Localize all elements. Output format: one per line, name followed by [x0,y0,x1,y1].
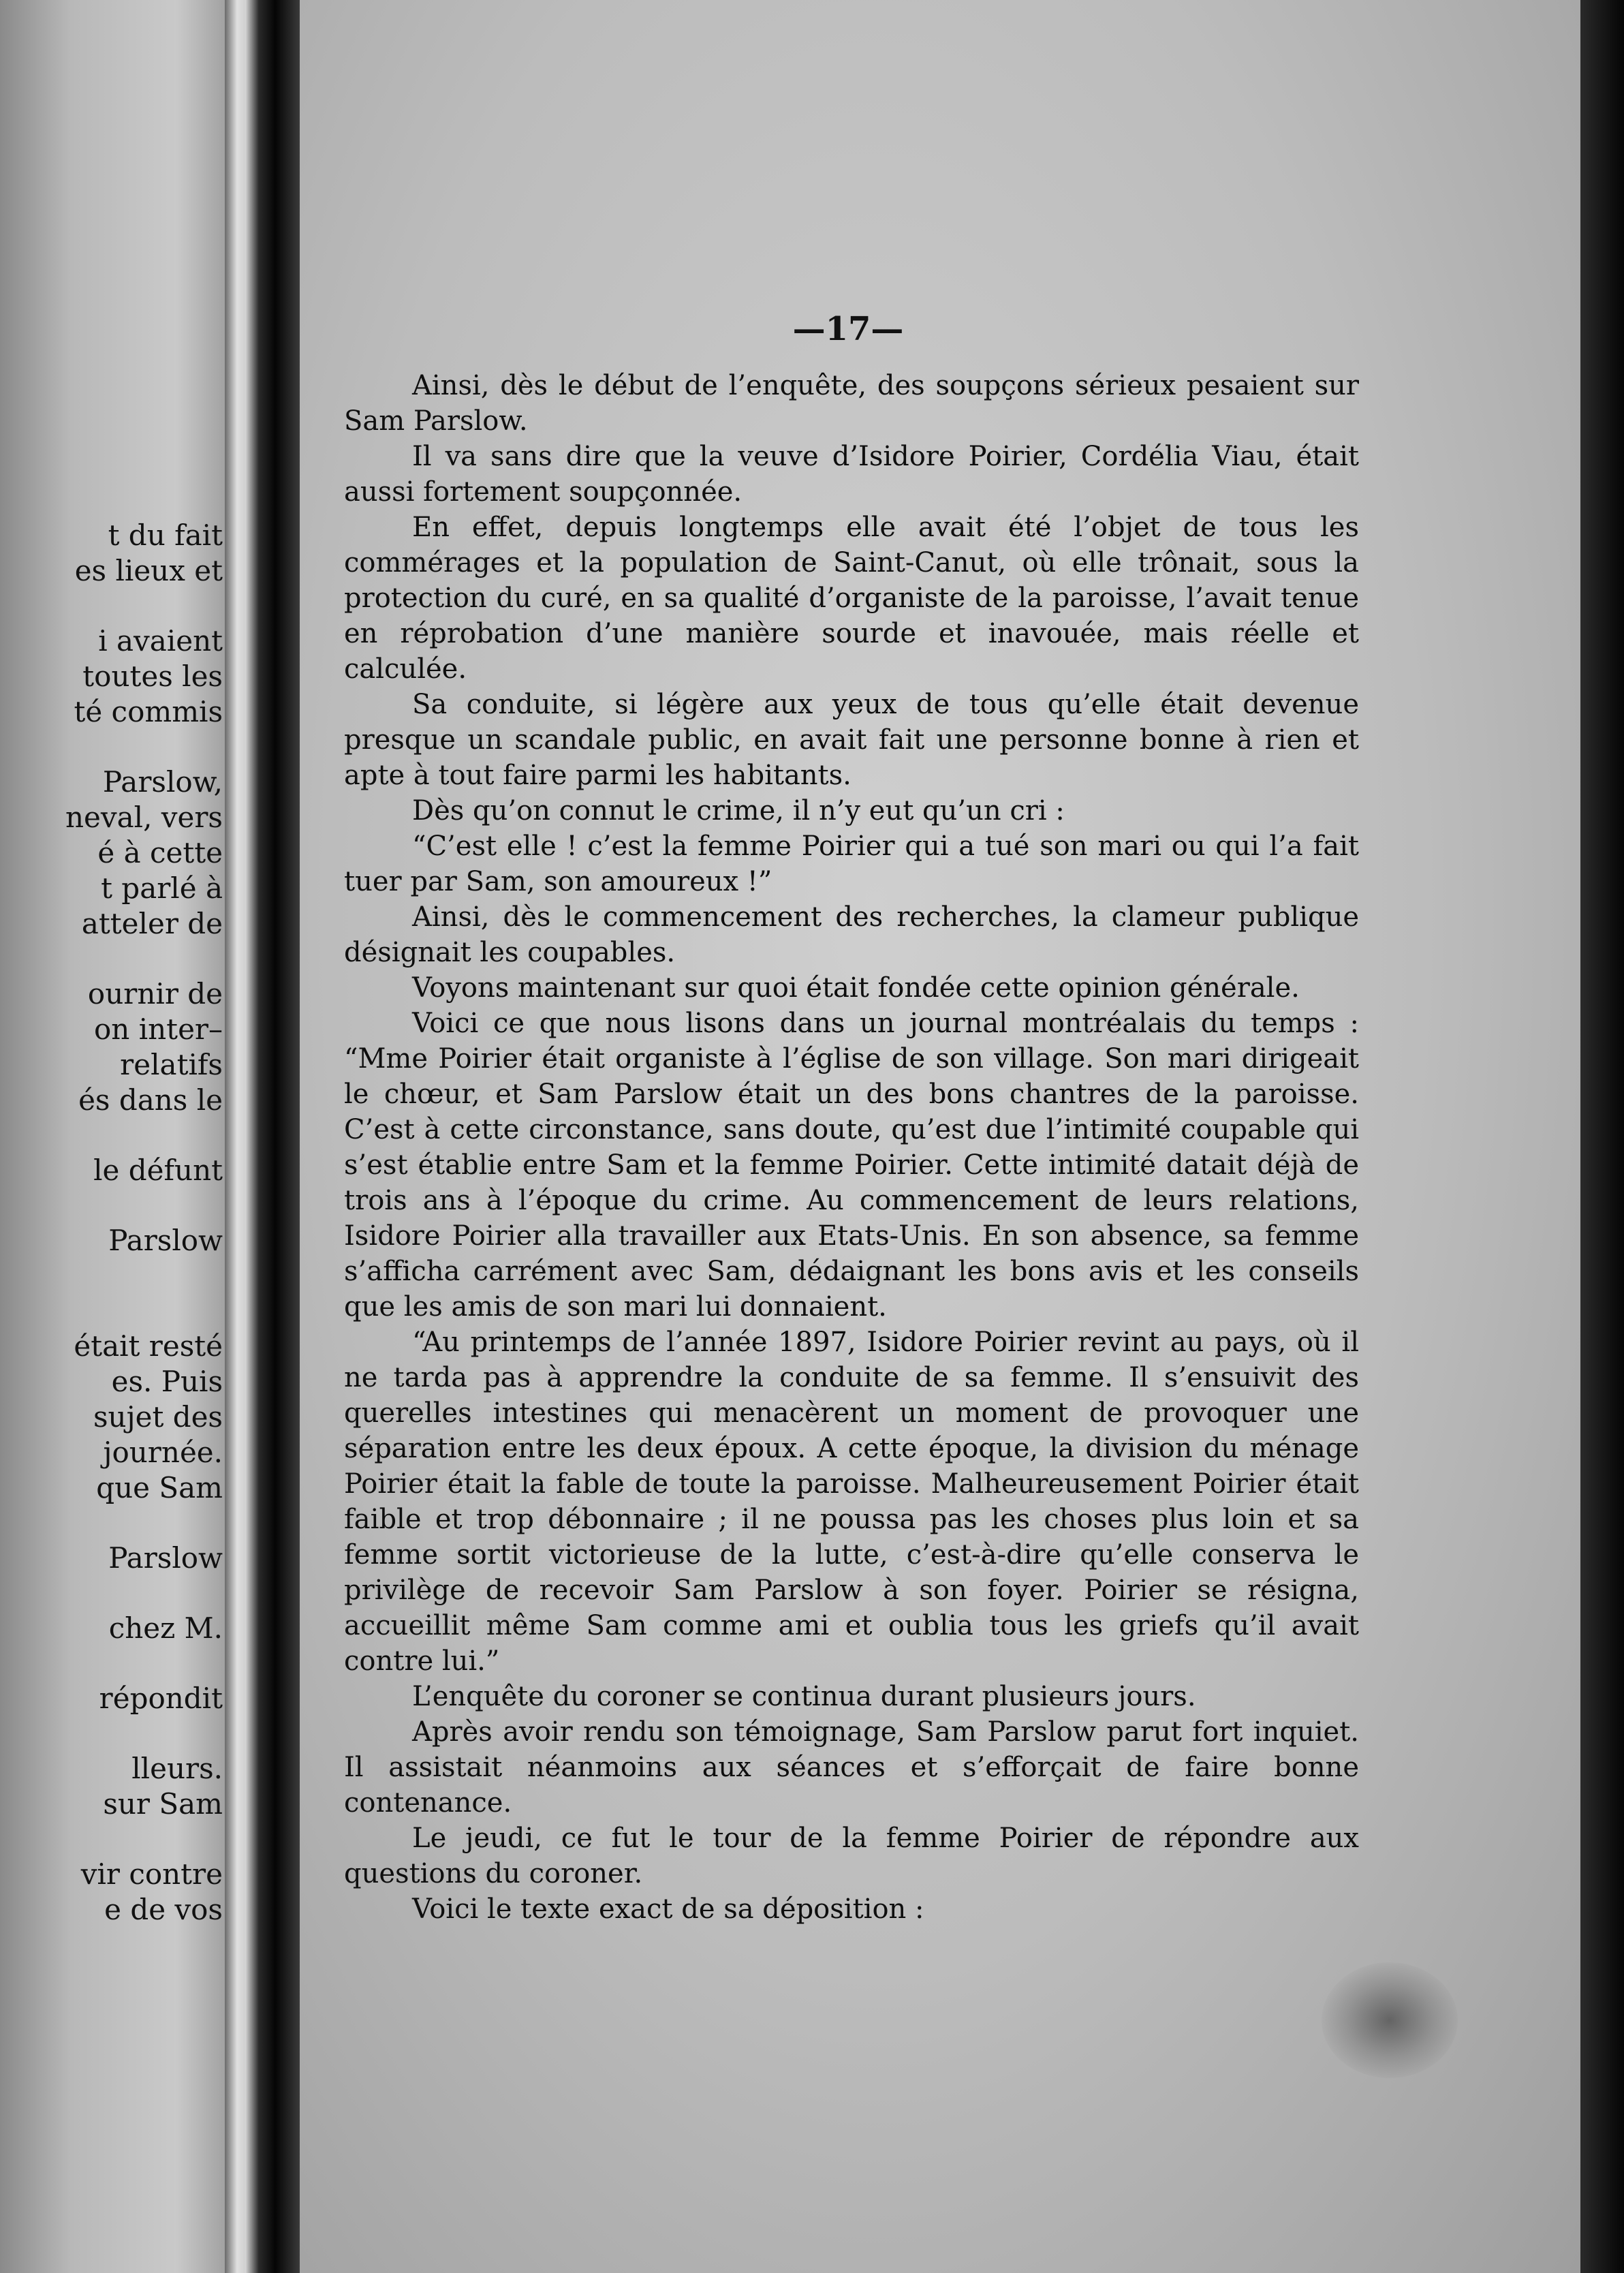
left-page-line: le défunt [93,1154,223,1187]
paragraph: Dès qu’on connut le crime, il n’y eut qu’un cri : [412,795,1065,826]
left-page-line: était resté [74,1329,223,1363]
left-page-line: Parslow [108,1541,223,1575]
left-page-line: Parslow, [102,765,223,799]
left-page-line: t du fait [108,519,223,552]
left-page-line: vir contre [80,1857,223,1891]
left-page-line: é à cette [97,836,223,869]
paragraph: Sa conduite, si légère aux yeux de tous qu’elle était devenue presque un scandale public, en avait fait une personne bonne à rien et apte à tout faire parmi les habitants. [344,689,1359,791]
left-page-line: on inter– [94,1012,223,1046]
left-page-line: chez M. [108,1611,223,1645]
left-page-line: neval, vers [65,801,223,834]
left-page-line: té commis [74,695,223,728]
paragraph: “Au printemps de l’année 1897, Isidore Poirier revint au pays, où il ne tarda pas à apprendre la conduite de sa femme. Il s’ensuivit des querelles intestines qui menacèrent un moment de provoquer une séparation entre les deux époux. A cette époque, la division du ménage Poirier était la fable de toute la paroisse. Malheureusement Poirier était faible et trop débonnaire ; il ne poussa pas les choses plus loin et sa femme sortit victorieuse de la lutte, c’est-à-dire qu’elle conserva le privilège de recevoir Sam Parslow à son foyer. Poirier se résigna, accueillit même Sam comme ami et oublia tous les griefs qu’il avait contre lui.” [344,1327,1359,1677]
left-page-line: répondit [99,1682,223,1715]
paragraph: Il va sans dire que la veuve d’Isidore Poirier, Cordélia Viau, était aussi fortement soupçonnée. [344,441,1359,508]
left-page-line: Parslow [108,1224,223,1257]
left-page-line: atteler de [81,907,223,940]
paragraph: Le jeudi, ce fut le tour de la femme Poirier de répondre aux questions du coroner. [344,1823,1359,1889]
page-number: —17— [792,310,904,348]
paragraph: “C’est elle ! c’est la femme Poirier qui a tué son mari ou qui l’a fait tuer par Sam, son amoureux !” [344,831,1359,897]
left-page-line: sujet des [93,1400,223,1434]
scan-edge [1580,0,1624,2273]
body-text [344,368,1359,1927]
left-page-line: es. Puis [111,1365,223,1398]
left-page-line: relatifs [120,1048,223,1081]
paragraph: Ainsi, dès le commencement des recherches, la clameur publique désignait les coupables. [344,901,1359,968]
left-page-line: sur Sam [103,1787,223,1821]
book-gutter [245,0,300,2273]
left-page-line: t parlé à [101,871,223,905]
left-page-line: ournir de [87,977,223,1010]
paragraph: Voici ce que nous lisons dans un journal montréalais du temps : “Mme Poirier était organiste à l’église de son village. Son mari dirigeait le chœur, et Sam Parslow était un des bons chantres de la paroisse. C’est à cette circonstance, sans doute, qu’est due l’intimité coupable qui s’est établie entre Sam et la femme Poirier. Cette intimité datait déjà de trois ans à l’époque du crime. Au commencement de leurs relations, Isidore Poirier alla travailler aux Etats-Unis. En son absence, sa femme s’afficha carrément avec Sam, dédaignant les bons avis et les conseils que les amis de son mari lui donnaient. [344,1008,1359,1323]
left-page-line: lleurs. [131,1752,223,1785]
paragraph: Voici le texte exact de sa déposition : [412,1893,924,1925]
left-page-line: journée. [103,1436,223,1469]
left-page-fragment [0,0,235,2273]
paragraph: L’enquête du coroner se continua durant plusieurs jours. [412,1681,1196,1712]
paragraph: En effet, depuis longtemps elle avait été l’objet de tous les commérages et la population de Saint-Canut, où elle trônait, sous la protection du curé, en sa qualité d’organiste de la paroisse, l’avait tenue en réprobation d’une manière sourde et inavouée, mais réelle et calculée. [344,512,1359,685]
page-fold [225,0,245,2273]
left-page-line: es lieux et [74,554,223,587]
paragraph: Après avoir rendu son témoignage, Sam Parslow parut fort inquiet. Il assistait néanmoins aux séances et s’efforçait de faire bonne contenance. [344,1716,1359,1819]
paragraph: Ainsi, dès le début de l’enquête, des soupçons sérieux pesaient sur Sam Parslow. [344,370,1359,437]
left-page-line: que Sam [96,1471,223,1504]
left-page-line: i avaient [98,624,223,658]
paragraph: Voyons maintenant sur quoi était fondée cette opinion générale. [412,972,1300,1004]
left-page-line: e de vos [104,1893,223,1926]
left-page-line: és dans le [78,1083,223,1117]
left-page-line: toutes les [82,660,223,693]
ink-smudge [1322,1962,1458,2078]
